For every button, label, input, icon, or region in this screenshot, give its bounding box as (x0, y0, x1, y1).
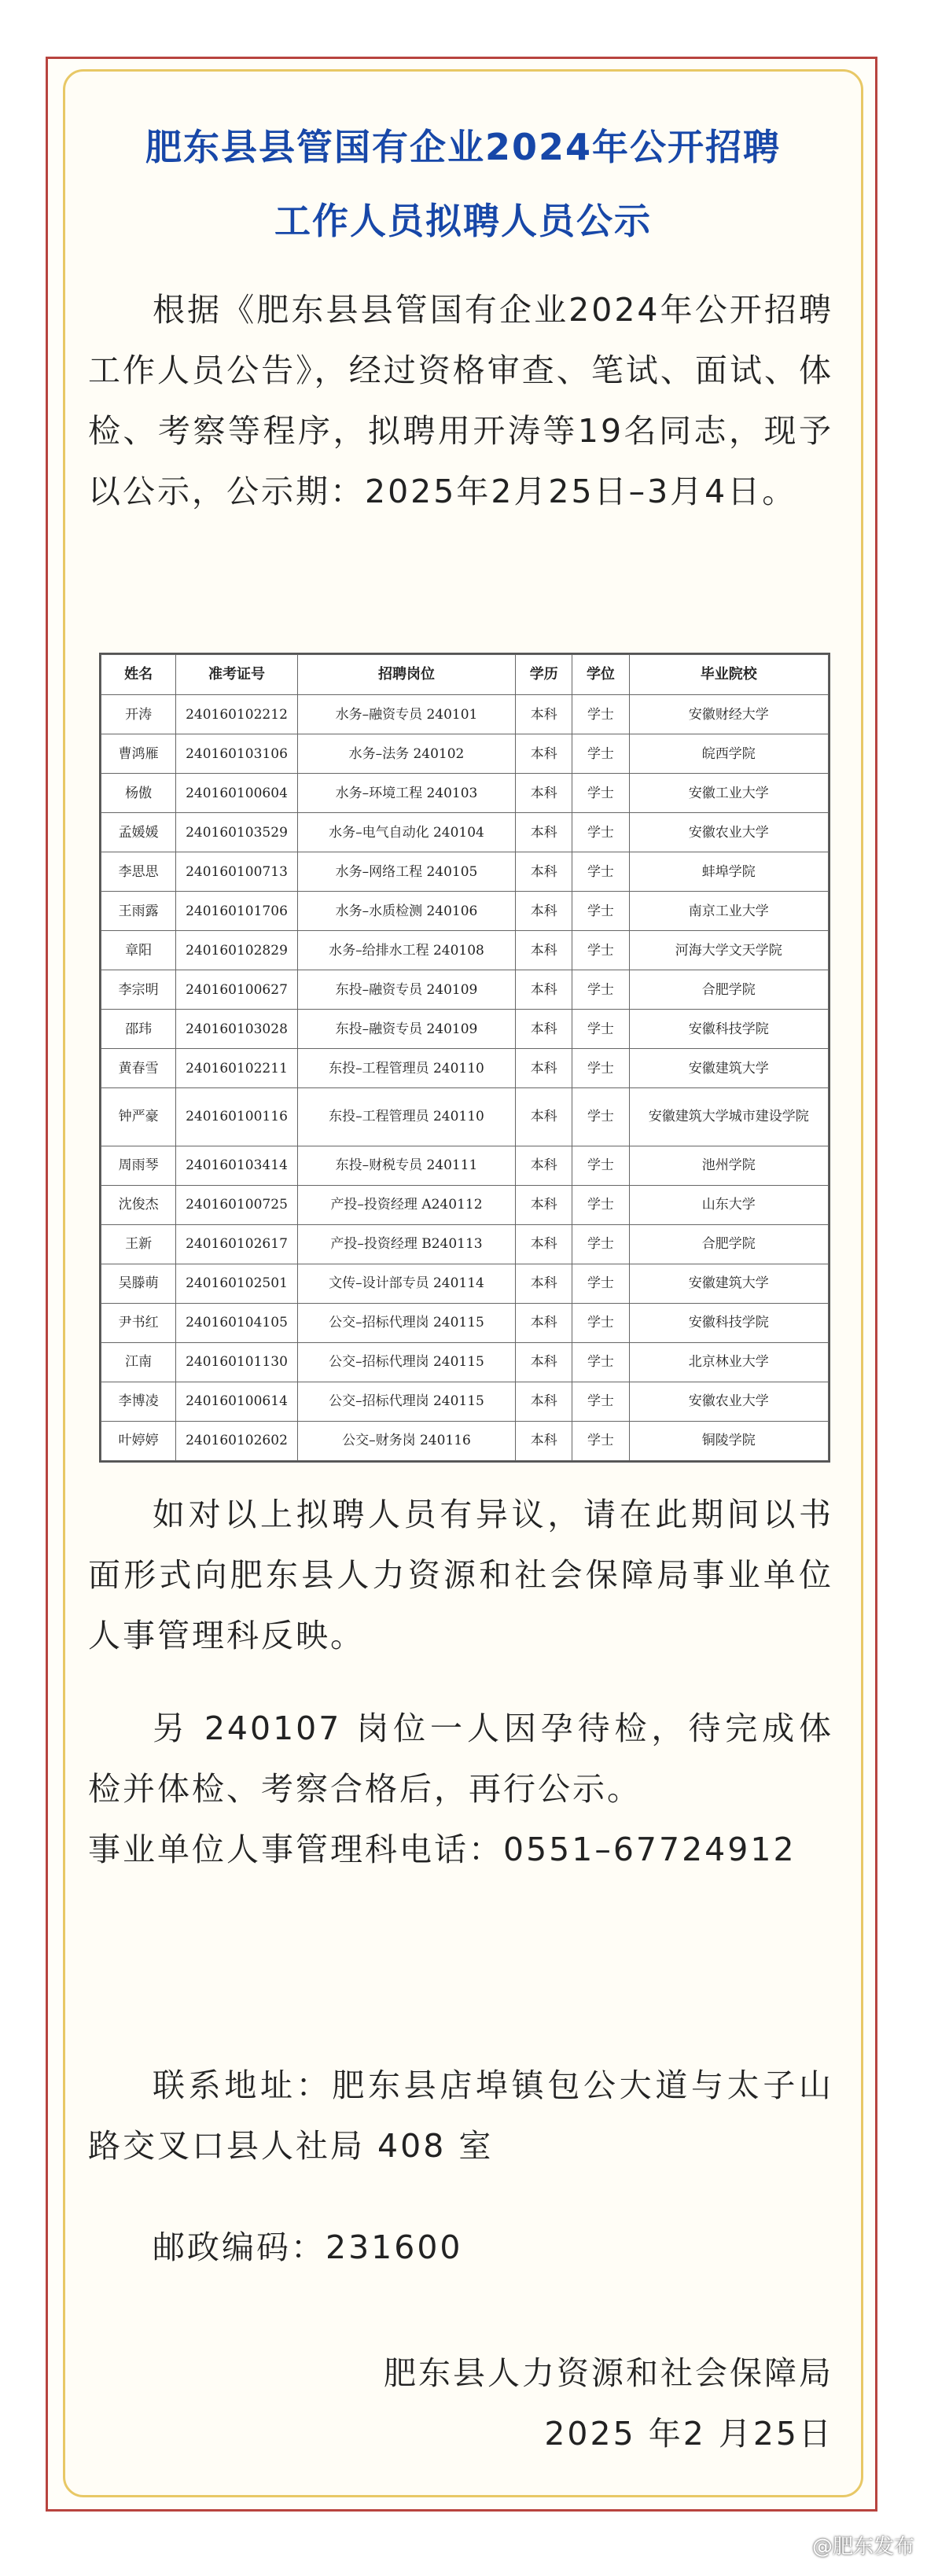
cell-degree: 学士 (572, 695, 629, 734)
cell-position: 水务–法务 240102 (297, 734, 516, 774)
cell-school: 铜陵学院 (629, 1421, 828, 1460)
cell-name: 沈俊杰 (101, 1185, 176, 1224)
cell-school: 安徽建筑大学 (629, 1049, 828, 1088)
cell-education: 本科 (516, 734, 572, 774)
header-degree: 学位 (572, 655, 629, 695)
cell-exam-id: 240160100627 (176, 970, 297, 1010)
cell-school: 池州学院 (629, 1146, 828, 1185)
cell-degree: 学士 (572, 1146, 629, 1185)
cell-school: 合肥学院 (629, 970, 828, 1010)
cell-name: 杨傲 (101, 774, 176, 813)
header-school: 毕业院校 (629, 655, 828, 695)
cell-education: 本科 (516, 1088, 572, 1146)
cell-name: 李博凌 (101, 1382, 176, 1421)
cell-name: 王雨露 (101, 892, 176, 931)
cell-position: 东投–融资专员 240109 (297, 970, 516, 1010)
cell-education: 本科 (516, 1264, 572, 1303)
cell-position: 产投–投资经理 B240113 (297, 1224, 516, 1264)
cell-degree: 学士 (572, 931, 629, 970)
signature-date: 2025 年2 月25日 (544, 2415, 833, 2453)
cell-education: 本科 (516, 695, 572, 734)
cell-exam-id: 240160100614 (176, 1382, 297, 1421)
cell-name: 邵玮 (101, 1010, 176, 1049)
cell-school: 蚌埠学院 (629, 852, 828, 892)
cell-exam-id: 240160102212 (176, 695, 297, 734)
cell-school: 安徽科技学院 (629, 1010, 828, 1049)
cell-education: 本科 (516, 1185, 572, 1224)
cell-degree: 学士 (572, 774, 629, 813)
cell-degree: 学士 (572, 813, 629, 852)
cell-name: 王新 (101, 1224, 176, 1264)
cell-school: 安徽科技学院 (629, 1303, 828, 1342)
cell-school: 安徽建筑大学 (629, 1264, 828, 1303)
hires-table (101, 654, 829, 1461)
table-row (101, 695, 829, 734)
cell-degree: 学士 (572, 1342, 629, 1382)
table-row (101, 1382, 829, 1421)
cell-school: 安徽农业大学 (629, 813, 828, 852)
cell-name: 章阳 (101, 931, 176, 970)
cell-exam-id: 240160100725 (176, 1185, 297, 1224)
cell-school: 安徽建筑大学城市建设学院 (629, 1088, 828, 1146)
cell-name: 李思思 (101, 852, 176, 892)
cell-degree: 学士 (572, 734, 629, 774)
cell-position: 公交–招标代理岗 240115 (297, 1342, 516, 1382)
hires-table-container (99, 653, 830, 1463)
cell-exam-id: 240160102829 (176, 931, 297, 970)
cell-position: 水务–环境工程 240103 (297, 774, 516, 813)
cell-degree: 学士 (572, 1382, 629, 1421)
cell-education: 本科 (516, 813, 572, 852)
table-row (101, 931, 829, 970)
table-row (101, 1010, 829, 1049)
cell-exam-id: 240160100604 (176, 774, 297, 813)
cell-degree: 学士 (572, 1088, 629, 1146)
header-exam-id: 准考证号 (176, 655, 297, 695)
cell-school: 南京工业大学 (629, 892, 828, 931)
cell-school: 北京林业大学 (629, 1342, 828, 1382)
cell-name: 曹鸿雁 (101, 734, 176, 774)
cell-exam-id: 240160102501 (176, 1264, 297, 1303)
cell-position: 东投–工程管理员 240110 (297, 1088, 516, 1146)
cell-name: 李宗明 (101, 970, 176, 1010)
cell-exam-id: 240160103529 (176, 813, 297, 852)
table-row (101, 734, 829, 774)
cell-position: 水务–水质检测 240106 (297, 892, 516, 931)
cell-exam-id: 240160104105 (176, 1303, 297, 1342)
cell-position: 东投–工程管理员 240110 (297, 1049, 516, 1088)
header-education: 学历 (516, 655, 572, 695)
cell-education: 本科 (516, 1421, 572, 1460)
table-row (101, 813, 829, 852)
cell-exam-id: 240160102602 (176, 1421, 297, 1460)
cell-school: 河海大学文天学院 (629, 931, 828, 970)
table-row (101, 1049, 829, 1088)
cell-education: 本科 (516, 1382, 572, 1421)
cell-exam-id: 240160102211 (176, 1049, 297, 1088)
cell-education: 本科 (516, 774, 572, 813)
cell-degree: 学士 (572, 1185, 629, 1224)
cell-name: 孟媛媛 (101, 813, 176, 852)
cell-school: 皖西学院 (629, 734, 828, 774)
table-row (101, 970, 829, 1010)
cell-education: 本科 (516, 1303, 572, 1342)
cell-position: 文传–设计部专员 240114 (297, 1264, 516, 1303)
cell-exam-id: 240160103414 (176, 1146, 297, 1185)
cell-degree: 学士 (572, 1303, 629, 1342)
cell-degree: 学士 (572, 892, 629, 931)
address-paragraph: 联系地址：肥东县店埠镇包公大道与太子山路交叉口县人社局 408 室 (88, 2066, 833, 2165)
table-row (101, 1342, 829, 1382)
table-body (101, 695, 829, 1461)
title-line-1: 肥东县县管国有企业2024年公开招聘 (145, 126, 782, 168)
table-row (101, 1303, 829, 1342)
cell-position: 公交–招标代理岗 240115 (297, 1303, 516, 1342)
cell-exam-id: 240160100713 (176, 852, 297, 892)
cell-name: 周雨琴 (101, 1146, 176, 1185)
objection-paragraph: 如对以上拟聘人员有异议，请在此期间以书面形式向肥东县人力资源和社会保障局事业单位人事管理科反映。 (88, 1496, 833, 1654)
cell-education: 本科 (516, 1224, 572, 1264)
table-row (101, 892, 829, 931)
cell-degree: 学士 (572, 1264, 629, 1303)
weibo-watermark: @肥东发布 (811, 2535, 914, 2559)
cell-exam-id: 240160101706 (176, 892, 297, 931)
cell-exam-id: 240160100116 (176, 1088, 297, 1146)
cell-name: 开涛 (101, 695, 176, 734)
cell-degree: 学士 (572, 1421, 629, 1460)
header-name: 姓名 (101, 655, 176, 695)
table-row (101, 1264, 829, 1303)
cell-school: 合肥学院 (629, 1224, 828, 1264)
cell-school: 安徽农业大学 (629, 1382, 828, 1421)
cell-name: 叶婷婷 (101, 1421, 176, 1460)
cell-degree: 学士 (572, 970, 629, 1010)
cell-school: 安徽财经大学 (629, 695, 828, 734)
cell-school: 安徽工业大学 (629, 774, 828, 813)
cell-school: 山东大学 (629, 1185, 828, 1224)
postcode-paragraph: 邮政编码：231600 (153, 2228, 463, 2266)
cell-exam-id: 240160101130 (176, 1342, 297, 1382)
cell-exam-id: 240160102617 (176, 1224, 297, 1264)
cell-education: 本科 (516, 892, 572, 931)
table-row (101, 852, 829, 892)
table-row (101, 774, 829, 813)
cell-exam-id: 240160103028 (176, 1010, 297, 1049)
cell-degree: 学士 (572, 1224, 629, 1264)
signature-org: 肥东县人力资源和社会保障局 (384, 2354, 833, 2392)
cell-position: 东投–财税专员 240111 (297, 1146, 516, 1185)
cell-name: 尹书红 (101, 1303, 176, 1342)
cell-education: 本科 (516, 1010, 572, 1049)
cell-position: 东投–融资专员 240109 (297, 1010, 516, 1049)
cell-education: 本科 (516, 931, 572, 970)
cell-position: 产投–投资经理 A240112 (297, 1185, 516, 1224)
table-row (101, 1185, 829, 1224)
cell-name: 黄春雪 (101, 1049, 176, 1088)
cell-position: 公交–招标代理岗 240115 (297, 1382, 516, 1421)
cell-name: 钟严豪 (101, 1088, 176, 1146)
cell-degree: 学士 (572, 1010, 629, 1049)
cell-degree: 学士 (572, 1049, 629, 1088)
phone-paragraph: 事业单位人事管理科电话：0551–67724912 (88, 1831, 796, 1868)
cell-position: 水务–网络工程 240105 (297, 852, 516, 892)
title-line-2: 工作人员拟聘人员公示 (274, 200, 652, 242)
table-row (101, 1421, 829, 1460)
cell-position: 水务–给排水工程 240108 (297, 931, 516, 970)
table-row (101, 1224, 829, 1264)
intro-paragraph: 根据《肥东县县管国有企业2024年公开招聘工作人员公告》，经过资格审查、笔试、面试、体检、考察等程序，拟聘用开涛等19名同志，现予以公示，公示期：2025年2月25日–3月4日。 (88, 291, 833, 510)
table-header-row (101, 655, 829, 695)
cell-position: 水务–融资专员 240101 (297, 695, 516, 734)
table-row (101, 1088, 829, 1146)
cell-name: 江南 (101, 1342, 176, 1382)
cell-education: 本科 (516, 970, 572, 1010)
header-position: 招聘岗位 (297, 655, 516, 695)
cell-degree: 学士 (572, 852, 629, 892)
table-row (101, 1146, 829, 1185)
cell-name: 吴滕萌 (101, 1264, 176, 1303)
cell-education: 本科 (516, 1146, 572, 1185)
cell-education: 本科 (516, 1049, 572, 1088)
notice-title (79, 110, 848, 258)
cell-exam-id: 240160103106 (176, 734, 297, 774)
cell-education: 本科 (516, 852, 572, 892)
cell-position: 公交–财务岗 240116 (297, 1421, 516, 1460)
cell-education: 本科 (516, 1342, 572, 1382)
cell-position: 水务–电气自动化 240104 (297, 813, 516, 852)
pending-note-paragraph: 另 240107 岗位一人因孕待检，待完成体检并体检、考察合格后，再行公示。 (88, 1709, 833, 1808)
